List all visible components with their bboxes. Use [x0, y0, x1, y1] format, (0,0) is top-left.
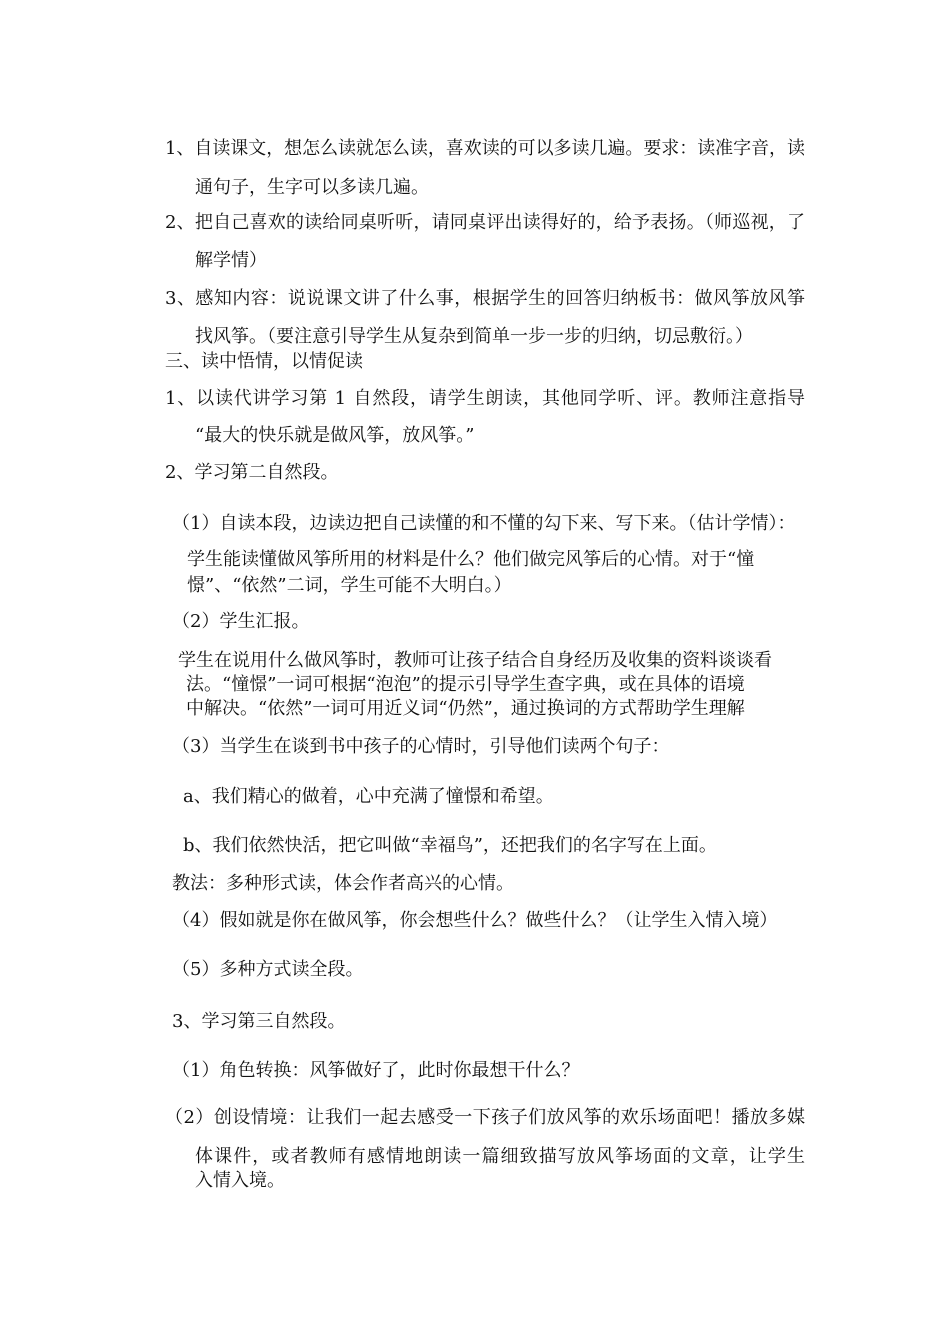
- text-line: 3、感知内容：说说课文讲了什么事，根据学生的回答归纳板书：做风筝放风筝: [165, 288, 806, 309]
- text-line: 憬”、“依然”二词，学生可能不大明白。）: [187, 575, 512, 596]
- text-line: 3、学习第三自然段。: [172, 1011, 346, 1032]
- text-line: 法。“憧憬”一词可根据“泡泡”的提示引导学生查字典，或在具体的语境: [186, 674, 745, 695]
- text-line: 学生能读懂做风筝所用的材料是什么？他们做完风筝后的心情。对于“憧: [187, 549, 755, 570]
- text-line: a、我们精心的做着，心中充满了憧憬和希望。: [183, 786, 554, 807]
- text-line: （2）学生汇报。: [172, 611, 310, 632]
- text-line: 体课件，或者教师有感情地朗读一篇细致描写放风筝场面的文章，让学生: [195, 1146, 807, 1167]
- section-heading: 三、读中悟情，以情促读: [165, 351, 363, 372]
- text-line: （1）自读本段，边读边把自己读懂的和不懂的勾下来、写下来。（估计学情）：: [172, 513, 796, 534]
- text-line: 入情入境。: [195, 1170, 285, 1191]
- text-line: （3）当学生在谈到书中孩子的心情时，引导他们读两个句子：: [172, 736, 670, 757]
- text-line: “最大的快乐就是做风筝，放风筝。”: [195, 425, 475, 446]
- text-line: b、我们依然快活，把它叫做“幸福鸟”，还把我们的名字写在上面。: [183, 835, 717, 856]
- text-line: 通句子，生字可以多读几遍。: [195, 177, 429, 198]
- text-line: 找风筝。（要注意引导学生从复杂到简单一步一步的归纳，切忌敷衍。）: [195, 326, 753, 347]
- text-line: 2、把自己喜欢的读给同桌听听，请同桌评出读得好的，给予表扬。（师巡视，了: [165, 212, 806, 233]
- text-line: 解学情）: [195, 250, 267, 271]
- text-line: 2、学习第二自然段。: [165, 462, 339, 483]
- text-line: （5）多种方式读全段。: [172, 959, 364, 980]
- text-line: （1）角色转换：风筝做好了，此时你最想干什么？: [172, 1060, 580, 1081]
- text-line: 教法：多种形式读，体会作者高兴的心情。: [172, 873, 514, 894]
- text-line: 学生在说用什么做风筝时，教师可让孩子结合自身经历及收集的资料谈谈看: [178, 650, 772, 671]
- text-line: 1、自读课文，想怎么读就怎么读，喜欢读的可以多读几遍。要求：读准字音，读: [165, 138, 805, 159]
- text-line: 中解决。“依然”一词可用近义词“仍然”，通过换词的方式帮助学生理解: [186, 698, 745, 719]
- text-line: 1、以读代讲学习第 1 自然段，请学生朗读，其他同学听、评。教师注意指导: [165, 388, 806, 409]
- text-line: （4）假如就是你在做风筝，你会想些什么？做些什么？（让学生入情入境）: [172, 910, 778, 931]
- text-line: （2）创设情境：让我们一起去感受一下孩子们放风筝的欢乐场面吧！播放多媒: [165, 1107, 806, 1128]
